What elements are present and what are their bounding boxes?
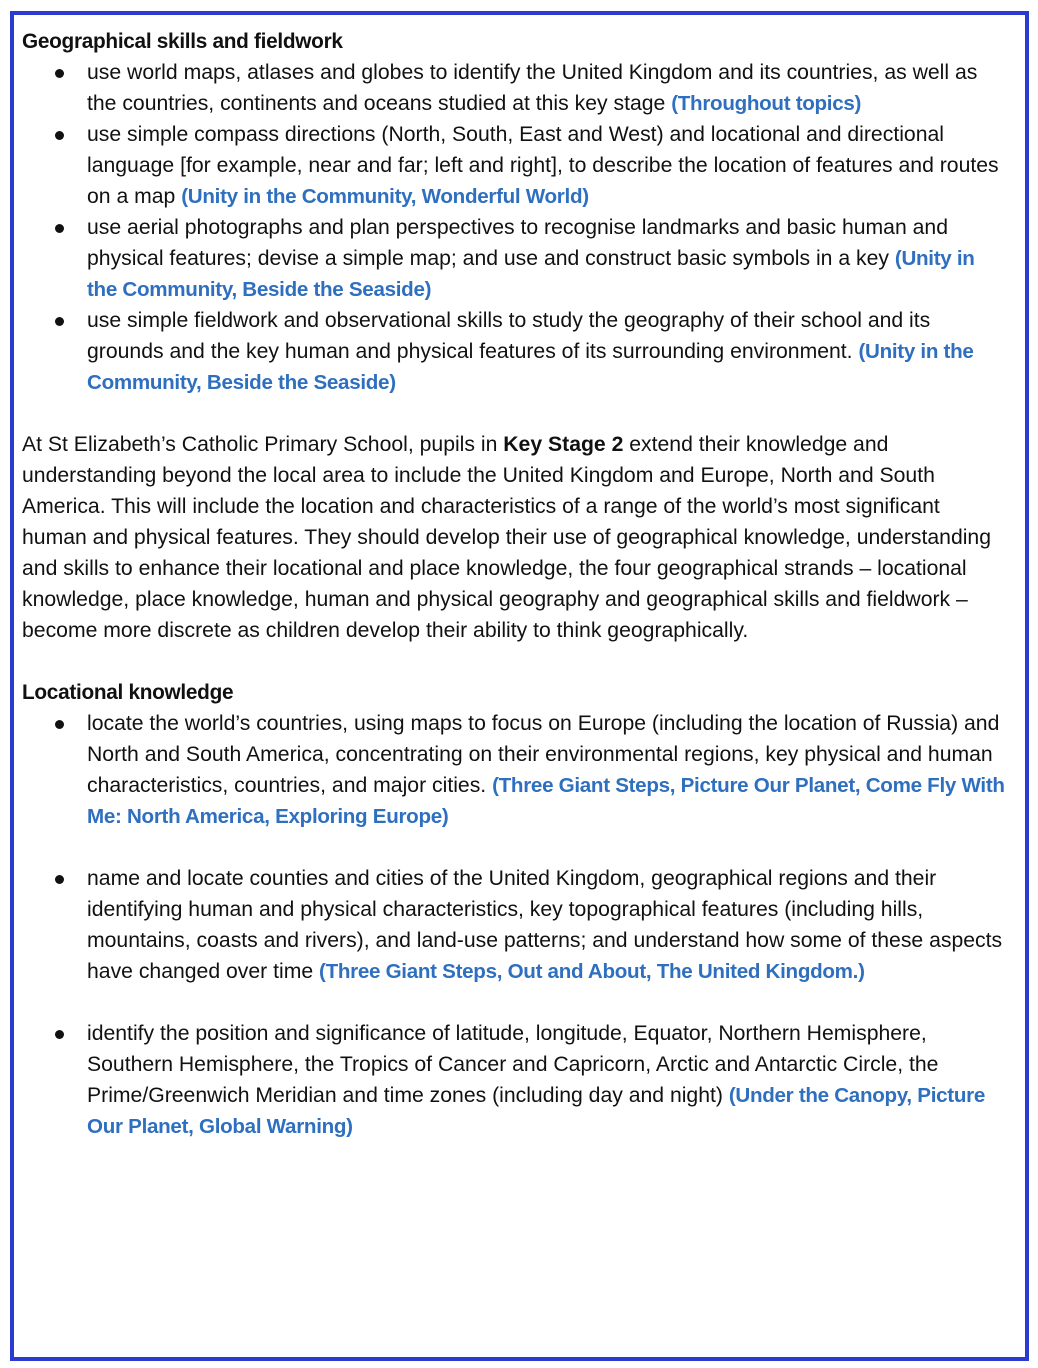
topic-reference: (Three Giant Steps, Out and About, The United Kingdom.) (319, 960, 865, 983)
section-heading-locational-knowledge: Locational knowledge (22, 681, 234, 704)
list-item-text: use simple fieldwork and observational skills to study the geography of their school and its grounds and the key human and physical features of its surrounding environment. (87, 309, 931, 363)
topic-reference: (Unity in the Community, Wonderful World) (181, 185, 589, 208)
list-item (22, 863, 1007, 987)
bullet-icon (55, 720, 64, 729)
bullet-icon (55, 69, 64, 78)
list-item-text: name and locate counties and cities of the United Kingdom, geographical regions and their identifying human and physical characteristics, key topographical features (including hills, mountains, coasts and rivers), and land-use patterns; and understand how some of these aspects have changed over time (87, 867, 1003, 983)
paragraph-text-end: extend their knowledge and understanding beyond the local area to include the United Kingdom and Europe, North and South America. This will include the location and characteristics of a range of the world’s most significant human and physical features. They should develop their use of geographical knowledge, understanding and skills to enhance their locational and place knowledge, the four geographical strands – locational knowledge, place knowledge, human and physical geography and geographical skills and fieldwork – become more discrete as children develop their ability to think geographically. (22, 433, 991, 642)
section-heading-geographical-skills: Geographical skills and fieldwork (22, 30, 343, 53)
spacer (22, 646, 1007, 677)
topic-reference: (Under the Canopy, Picture Our Planet, Global Warning) (87, 1084, 985, 1138)
list-item (22, 305, 1007, 398)
bullet-icon (55, 224, 64, 233)
topic-reference: (Throughout topics) (671, 92, 862, 115)
bullet-icon (55, 317, 64, 326)
document-body (22, 26, 1007, 1142)
list-item (22, 57, 1007, 119)
list-item-text: use simple compass directions (North, South, East and West) and locational and directional language [for example, near and far; left and right], to describe the location of features and routes on a map (87, 123, 999, 208)
list-item (22, 708, 1007, 832)
list-item-text: use aerial photographs and plan perspectives to recognise landmarks and basic human and physical features; devise a simple map; and use and construct basic symbols in a key (87, 216, 948, 270)
list-item-text: use world maps, atlases and globes to identify the United Kingdom and its countries, as well as the countries, continents and oceans studied at this key stage (87, 61, 978, 115)
topic-reference: (Three Giant Steps, Picture Our Planet, Come Fly With Me: North America, Exploring Europe) (87, 774, 1005, 828)
bullet-icon (55, 1030, 64, 1039)
list-item-text: locate the world’s countries, using maps to focus on Europe (including the location of Russia) and North and South America, concentrating on their environmental regions, key physical and human characteristics, countries, and major cities. (87, 712, 1000, 797)
paragraph-text-start: At St Elizabeth’s Catholic Primary School, pupils in (22, 433, 504, 456)
list-item-text: identify the position and significance of latitude, longitude, Equator, Northern Hemisphere, Southern Hemisphere, the Tropics of Cancer and Capricorn, Arctic and Antarctic Circle, the Prime/Greenwich Meridian and time zones (including day and night) (87, 1022, 939, 1107)
list-item (22, 1018, 1007, 1142)
bullet-icon (55, 131, 64, 140)
spacer (22, 398, 1007, 429)
topic-reference: (Unity in the Community, Beside the Seaside) (87, 340, 974, 394)
key-stage-2-paragraph (22, 429, 1007, 646)
bullet-icon (55, 875, 64, 884)
key-stage-label: Key Stage 2 (503, 433, 624, 456)
topic-reference: (Unity in the Community, Beside the Seaside) (87, 247, 975, 301)
locational-knowledge-list (22, 708, 1007, 1142)
list-item (22, 212, 1007, 305)
list-item (22, 119, 1007, 212)
geographical-skills-list (22, 57, 1007, 398)
